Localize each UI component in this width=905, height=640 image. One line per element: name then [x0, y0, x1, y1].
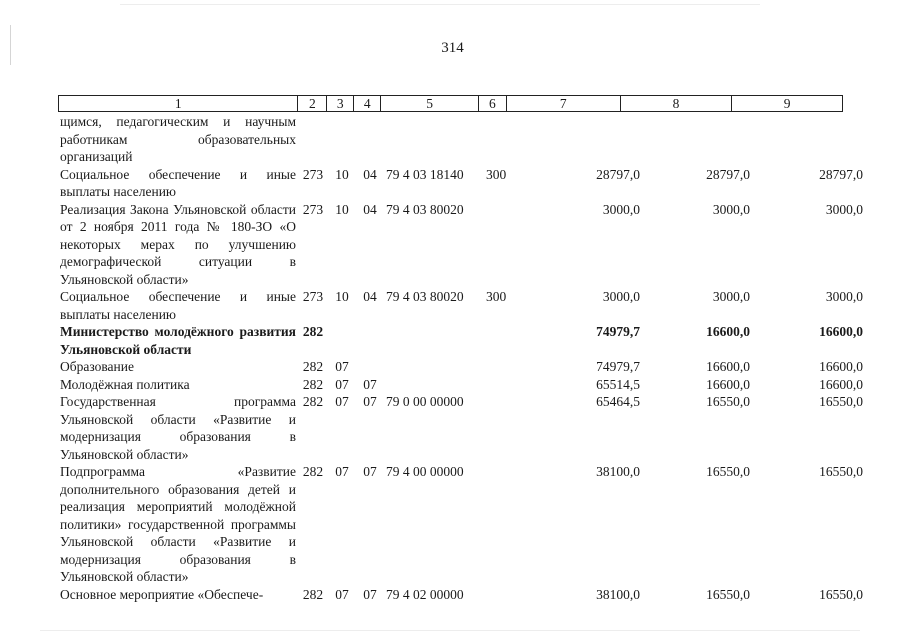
row-value-9: 16550,0 — [819, 464, 863, 479]
header-col-6: 6 — [478, 96, 506, 111]
row-value-9: 3000,0 — [825, 201, 863, 217]
row-name: Социальное обеспечение и иные выплаты населению — [60, 166, 296, 199]
row-code-subsection: 07 — [363, 586, 377, 602]
row-value-8: 16550,0 — [706, 394, 750, 409]
row-name: Подпрограмма «Развитие дополнительного образования детей и реализация мероприятий молодёжной политики» государственной программы Ульяновской области «Развитие и модернизация образования в Ульяновской области» — [60, 464, 296, 584]
table-row — [0, 288, 905, 323]
row-value-7: 74979,7 — [596, 359, 640, 374]
table-body — [0, 113, 905, 603]
header-col-7: 7 — [506, 96, 620, 111]
row-code-expense — [486, 201, 512, 289]
table-row — [0, 358, 905, 376]
row-code-subsection: 04 — [363, 289, 377, 304]
row-name: Государственная программа Ульяновской области «Развитие и модернизация образования в Ульяновской области» — [60, 394, 296, 462]
page-number: 314 — [441, 40, 464, 56]
row-code-expense — [486, 358, 512, 376]
row-code-target — [384, 323, 486, 358]
row-name: Основное мероприятие «Обеспече- — [60, 586, 264, 602]
row-code-target — [384, 358, 486, 376]
row-code-section: 07 — [335, 359, 349, 374]
row-code-subsection: 07 — [363, 394, 377, 409]
row-value-7: 3000,0 — [602, 289, 640, 304]
row-value-7: 38100,0 — [596, 586, 640, 602]
scan-top-mark — [120, 4, 760, 5]
row-code-ministry: 282 — [302, 324, 324, 339]
row-code-section — [328, 323, 356, 358]
table-row — [0, 376, 905, 394]
row-value-7: 65514,5 — [596, 376, 640, 392]
row-code-expense — [486, 586, 512, 604]
row-code-section: 10 — [335, 289, 349, 304]
row-code-subsection: 04 — [363, 201, 377, 217]
row-value-8: 16550,0 — [706, 586, 750, 602]
row-code-section: 10 — [335, 166, 349, 182]
row-value-8: 16550,0 — [706, 464, 750, 479]
row-code-target: 79 4 00 00000 — [386, 464, 464, 479]
row-value-8: 16600,0 — [706, 359, 750, 374]
header-col-2: 2 — [297, 96, 326, 111]
scan-bottom-mark — [40, 630, 860, 631]
row-code-ministry: 282 — [302, 359, 324, 374]
row-value-8: 3000,0 — [712, 201, 750, 217]
row-code-subsection: 04 — [363, 166, 377, 182]
row-code-subsection — [356, 323, 384, 358]
table-row — [0, 113, 905, 166]
row-value-7: 74979,7 — [596, 324, 640, 339]
table-header — [58, 95, 843, 112]
table-row-ministry — [0, 323, 905, 358]
row-code-ministry — [298, 113, 328, 166]
row-code-expense — [486, 113, 512, 166]
row-name: щимся, педагогическим и научным работникам образовательных организаций — [60, 114, 296, 164]
row-code-expense — [486, 323, 512, 358]
row-code-subsection — [356, 358, 384, 376]
row-code-target: 79 4 03 80020 — [386, 201, 464, 217]
row-name: Реализация Закона Ульяновской области от 2 ноября 2011 года № 180-ЗО «О некоторых мерах по улучшению демографической ситуации в Ульяновской области» — [60, 201, 296, 287]
row-name: Образование — [60, 359, 134, 374]
row-value-9 — [750, 113, 863, 166]
row-code-expense: 300 — [486, 289, 507, 304]
header-col-1: 1 — [174, 96, 182, 111]
row-value-8: 16600,0 — [706, 324, 750, 339]
row-value-7: 3000,0 — [602, 201, 640, 217]
row-value-9: 3000,0 — [825, 289, 863, 304]
row-value-9: 16600,0 — [819, 376, 863, 392]
scan-edge-mark — [10, 25, 11, 65]
row-code-section: 10 — [335, 201, 349, 217]
table-row — [0, 463, 905, 586]
row-value-8: 28797,0 — [706, 166, 750, 182]
row-code-section: 07 — [335, 464, 349, 479]
row-value-9: 16600,0 — [819, 359, 863, 374]
table-row — [0, 586, 905, 604]
row-code-subsection: 07 — [363, 376, 377, 392]
row-code-section: 07 — [335, 376, 349, 392]
header-col-9: 9 — [731, 96, 842, 111]
row-code-section: 07 — [335, 394, 349, 409]
row-code-expense — [486, 393, 512, 463]
row-code-expense — [486, 376, 512, 394]
row-value-7: 28797,0 — [596, 166, 640, 182]
header-col-3: 3 — [326, 96, 353, 111]
row-code-ministry: 282 — [302, 376, 324, 392]
table-row — [0, 166, 905, 201]
row-code-target: 79 4 02 00000 — [386, 586, 464, 602]
row-code-expense: 300 — [486, 166, 507, 182]
row-value-8: 16600,0 — [706, 376, 750, 392]
header-col-4: 4 — [353, 96, 380, 111]
row-value-7: 65464,5 — [596, 394, 640, 409]
row-code-target: 79 4 03 80020 — [386, 289, 464, 304]
header-col-8: 8 — [620, 96, 732, 111]
table-row — [0, 393, 905, 463]
row-name: Социальное обеспечение и иные выплаты населению — [60, 289, 296, 322]
row-code-ministry: 282 — [302, 464, 324, 479]
row-code-target: 79 4 03 18140 — [386, 166, 464, 182]
row-code-subsection: 07 — [363, 464, 377, 479]
row-code-section — [328, 113, 356, 166]
row-value-9: 16600,0 — [819, 324, 863, 339]
row-code-ministry: 273 — [302, 289, 324, 304]
row-code-subsection — [356, 113, 384, 166]
row-value-9: 28797,0 — [819, 166, 863, 182]
row-code-ministry: 273 — [302, 166, 324, 182]
row-code-ministry: 282 — [302, 394, 324, 409]
row-value-8 — [640, 113, 750, 166]
row-value-9: 16550,0 — [819, 394, 863, 409]
table-row — [0, 201, 905, 289]
row-name: Молодёжная политика — [60, 376, 190, 392]
row-code-ministry: 273 — [302, 201, 324, 217]
row-value-8: 3000,0 — [712, 289, 750, 304]
header-col-5: 5 — [380, 96, 478, 111]
row-value-7: 38100,0 — [596, 464, 640, 479]
row-name: Министерство молодёжного развития Ульяновской области — [60, 324, 296, 357]
row-value-9: 16550,0 — [819, 586, 863, 602]
row-code-expense — [486, 463, 512, 586]
row-value-7 — [512, 113, 640, 166]
row-code-target — [384, 376, 486, 394]
row-code-ministry: 282 — [302, 586, 324, 602]
row-code-target: 79 0 00 00000 — [386, 394, 464, 409]
row-code-target — [384, 113, 486, 166]
row-code-section: 07 — [335, 586, 349, 602]
